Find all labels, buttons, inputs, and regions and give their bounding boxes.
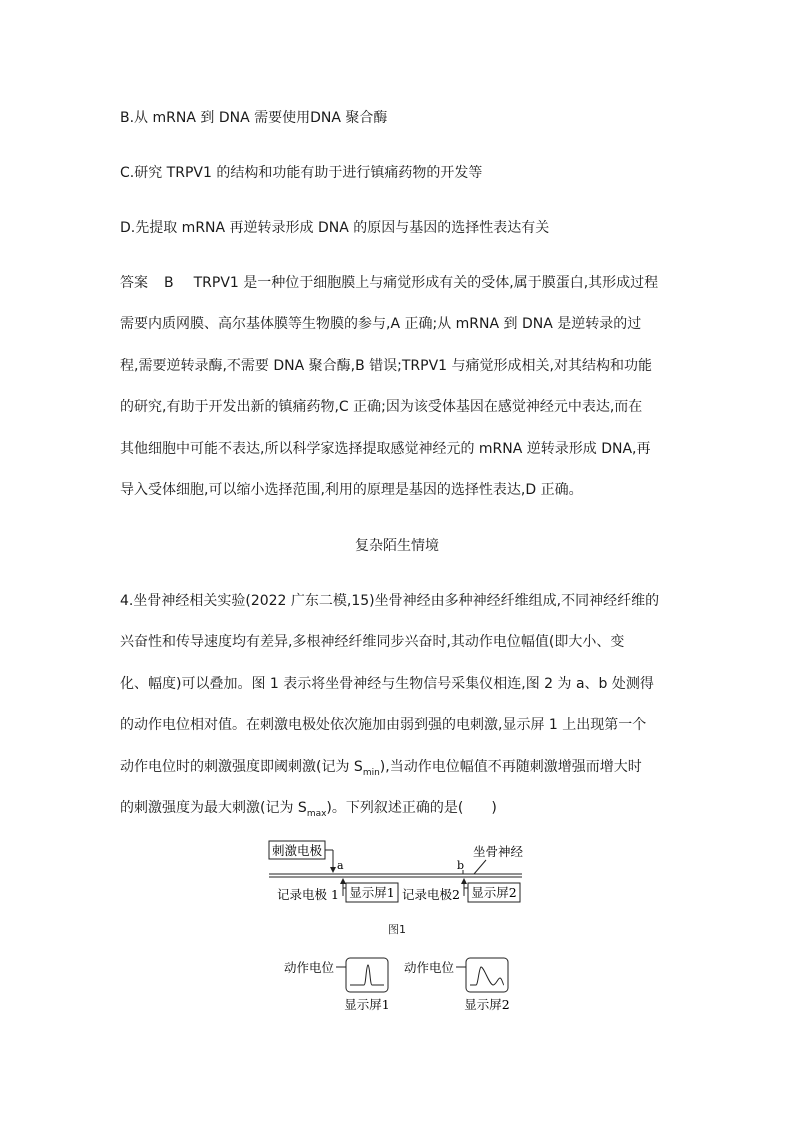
answer-choice: B xyxy=(164,275,174,291)
s-max-subscript: max xyxy=(306,808,327,819)
answer-label: 答案 xyxy=(120,275,148,291)
answer-line-6: 导入受体细胞,可以缩小选择范围,利用的原理是基因的选择性表达,D 正确。 xyxy=(120,482,583,498)
answer-line-4: 的研究,有助于开发出新的镇痛药物,C 正确;因为该受体基因在感觉神经元中表达,而在 xyxy=(120,399,643,415)
question-line-2: 兴奋性和传导速度均有差异,多根神经纤维同步兴奋时,其动作电位幅值(即大小、变 xyxy=(120,634,625,650)
answer-line-5: 其他细胞中可能不表达,所以科学家选择提取感觉神经元的 mRNA 逆转录形成 DNA,再 xyxy=(120,441,651,457)
stim-arrowhead xyxy=(330,867,336,873)
question-line-5b: ),当动作电位幅值不再随刺激增强而增大时 xyxy=(379,759,642,775)
rec-electrode-2-label: 记录电极2 xyxy=(402,887,460,902)
nerve-label: 坐骨神经 xyxy=(473,844,524,859)
figure-1-caption: 图1 xyxy=(388,923,406,936)
option-d: D.先提取 mRNA 再逆转录形成 DNA 的原因与基因的选择性表达有关 xyxy=(120,220,550,236)
screen-2-label: 显示屏2 xyxy=(471,885,517,900)
rec-electrode-1-label: 记录电极 1 xyxy=(277,887,339,902)
s-min-subscript: min xyxy=(362,767,380,778)
screen-2-frame xyxy=(466,958,508,992)
rec-electrode-2-arrowhead xyxy=(461,878,467,884)
point-b: b xyxy=(457,859,465,872)
section-title: 复杂陌生情境 xyxy=(355,538,439,554)
question-line-4: 的动作电位相对值。在刺激电极处依次施加由弱到强的电刺激,显示屏 1 上出现第一个 xyxy=(120,717,647,733)
answer-line-2: 需要内质网膜、高尔基体膜等生物膜的参与,A 正确;从 mRNA 到 DNA 是逆转录的过 xyxy=(120,316,642,332)
ap-trace-2 xyxy=(470,967,504,985)
screen-1-label: 显示屏1 xyxy=(349,885,395,900)
answer-line-1 xyxy=(120,273,658,293)
stim-electrode-label: 刺激电极 xyxy=(271,843,323,858)
question-line-6b: )。下列叙述正确的是( ) xyxy=(326,800,497,816)
ap-trace-1 xyxy=(350,965,384,985)
nerve-leader xyxy=(474,860,486,874)
question-line-5a: 动作电位时的刺激强度即阈刺激(记为 S xyxy=(120,759,363,775)
ap-label-2: 动作电位 xyxy=(404,960,455,975)
option-c: C.研究 TRPV1 的结构和功能有助于进行镇痛药物的开发等 xyxy=(120,165,483,181)
ap-label-1: 动作电位 xyxy=(284,960,335,975)
answer-text: TRPV1 是一种位于细胞膜上与痛觉形成有关的受体,属于膜蛋白,其形成过程 xyxy=(193,275,659,291)
screen-1-frame xyxy=(346,958,388,992)
screen-1-caption: 显示屏1 xyxy=(344,997,390,1012)
rec-electrode-1-arrowhead xyxy=(340,878,346,884)
question-line-3: 化、幅度)可以叠加。图 1 表示将坐骨神经与生物信号采集仪相连,图 2 为 a、b 处测得 xyxy=(120,676,654,692)
question-line-6a: 的刺激强度为最大刺激(记为 S xyxy=(120,800,307,816)
point-a: a xyxy=(337,859,344,872)
option-b: B.从 mRNA 到 DNA 需要使用DNA 聚合酶 xyxy=(120,110,388,126)
question-line-1: 4.坐骨神经相关实验(2022 广东二模,15)坐骨神经由多种神经纤维组成,不同神经纤维的 xyxy=(120,593,660,609)
question-line-5 xyxy=(120,757,642,777)
figure-1-diagram xyxy=(260,836,540,908)
figure-2-diagram xyxy=(282,954,514,1014)
screen-2-caption: 显示屏2 xyxy=(464,997,510,1012)
answer-line-3: 程,需要逆转录酶,不需要 DNA 聚合酶,B 错误;TRPV1 与痛觉形成相关,对其结构和功能 xyxy=(120,358,652,374)
question-line-6 xyxy=(120,798,497,818)
